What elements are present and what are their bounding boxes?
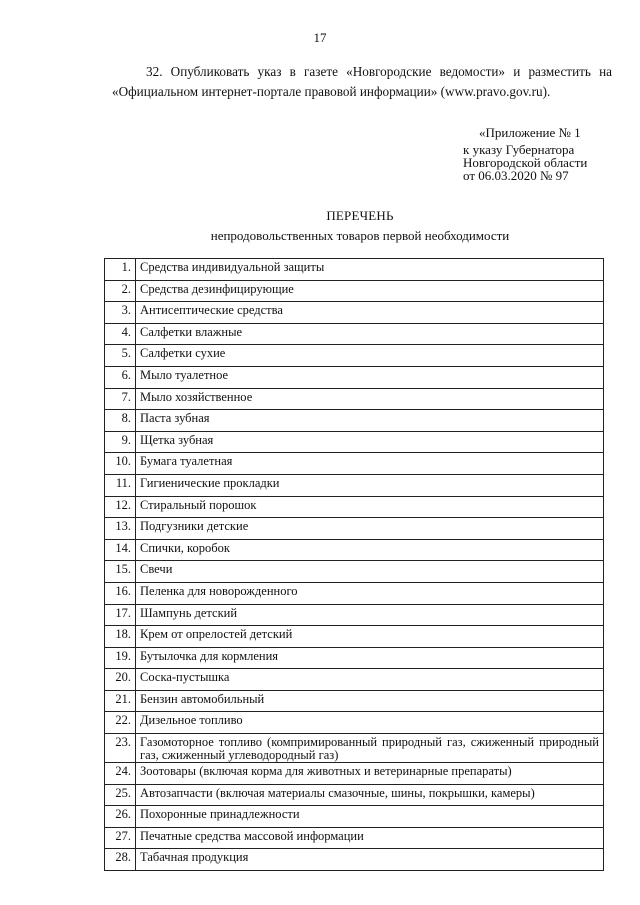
table-row (105, 690, 604, 712)
item-number: 15. (105, 561, 136, 583)
item-name: Гигиенические прокладки (136, 474, 604, 496)
table-row (105, 366, 604, 388)
item-number: 28. (105, 849, 136, 871)
item-name: Бензин автомобильный (136, 690, 604, 712)
item-name: Дизельное топливо (136, 712, 604, 734)
item-number: 6. (105, 366, 136, 388)
item-number: 11. (105, 474, 136, 496)
item-name: Похоронные принадлежности (136, 806, 604, 828)
table-row (105, 302, 604, 324)
goods-table-body (105, 259, 604, 871)
item-name: Шампунь детский (136, 604, 604, 626)
item-name: Зоотовары (включая корма для животных и ветеринарные препараты) (136, 763, 604, 785)
item-name: Пеленка для новорожденного (136, 582, 604, 604)
item-number: 23. (105, 734, 136, 763)
table-row (105, 453, 604, 475)
item-number: 16. (105, 582, 136, 604)
table-row (105, 410, 604, 432)
item-name: Спички, коробок (136, 539, 604, 561)
table-row (105, 849, 604, 871)
item-number: 22. (105, 712, 136, 734)
table-row (105, 734, 604, 763)
appendix-header (463, 126, 633, 182)
item-name: Автозапчасти (включая материалы смазочные, шины, покрышки, камеры) (136, 784, 604, 806)
item-name: Бумага туалетная (136, 453, 604, 475)
item-number: 14. (105, 539, 136, 561)
item-name: Антисептические средства (136, 302, 604, 324)
table-row (105, 518, 604, 540)
item-name: Средства дезинфицирующие (136, 280, 604, 302)
item-number: 12. (105, 496, 136, 518)
item-name: Мыло хозяйственное (136, 388, 604, 410)
item-number: 26. (105, 806, 136, 828)
appendix-decree-line: к указу Губернатора (463, 142, 575, 157)
item-name: Салфетки сухие (136, 345, 604, 367)
item-number: 4. (105, 323, 136, 345)
item-name: Свечи (136, 561, 604, 583)
publication-paragraph: 32. Опубликовать указ в газете «Новгородские ведомости» и разместить на «Официальном интернет-портале правовой информации» (www.pravo.gov.ru). (112, 64, 612, 99)
table-row (105, 496, 604, 518)
item-number: 20. (105, 669, 136, 691)
table-row (105, 604, 604, 626)
table-row (105, 280, 604, 302)
item-name: Средства индивидуальной защиты (136, 259, 604, 281)
table-row (105, 647, 604, 669)
item-number: 25. (105, 784, 136, 806)
table-row (105, 388, 604, 410)
item-number: 10. (105, 453, 136, 475)
table-row (105, 763, 604, 785)
item-number: 8. (105, 410, 136, 432)
table-row (105, 474, 604, 496)
table-row (105, 539, 604, 561)
table-row (105, 323, 604, 345)
table-row (105, 712, 604, 734)
item-number: 3. (105, 302, 136, 324)
table-row (105, 561, 604, 583)
item-name: Соска-пустышка (136, 669, 604, 691)
item-number: 2. (105, 280, 136, 302)
table-row (105, 582, 604, 604)
item-number: 7. (105, 388, 136, 410)
appendix-date-line: от 06.03.2020 № 97 (463, 168, 569, 183)
list-subtitle: непродовольственных товаров первой необходимости (210, 228, 510, 243)
appendix-region-line: Новгородской области (463, 155, 588, 170)
item-name: Щетка зубная (136, 431, 604, 453)
item-number: 18. (105, 626, 136, 648)
item-name: Печатные средства массовой информации (136, 827, 604, 849)
item-name: Салфетки влажные (136, 323, 604, 345)
item-name: Подгузники детские (136, 518, 604, 540)
table-row (105, 806, 604, 828)
table-row (105, 345, 604, 367)
item-number: 24. (105, 763, 136, 785)
item-number: 21. (105, 690, 136, 712)
item-number: 5. (105, 345, 136, 367)
table-row (105, 626, 604, 648)
item-number: 19. (105, 647, 136, 669)
item-number: 13. (105, 518, 136, 540)
item-name: Газомоторное топливо (компримированный природный газ, сжиженный природный газ, сжиженный углеводородный газ) (136, 734, 604, 763)
goods-table (104, 258, 604, 871)
item-name: Крем от опрелостей детский (136, 626, 604, 648)
table-row (105, 259, 604, 281)
item-name: Бутылочка для кормления (136, 647, 604, 669)
item-name: Паста зубная (136, 410, 604, 432)
table-row (105, 827, 604, 849)
item-number: 17. (105, 604, 136, 626)
item-number: 1. (105, 259, 136, 281)
appendix-title: «Приложение № 1 (479, 125, 581, 140)
item-name: Мыло туалетное (136, 366, 604, 388)
list-title: ПЕРЕЧЕНЬ (326, 208, 394, 223)
item-name: Табачная продукция (136, 849, 604, 871)
table-row (105, 669, 604, 691)
table-row (105, 784, 604, 806)
table-row (105, 431, 604, 453)
item-name: Стиральный порошок (136, 496, 604, 518)
page-number: 17 (313, 30, 327, 45)
item-number: 9. (105, 431, 136, 453)
item-number: 27. (105, 827, 136, 849)
